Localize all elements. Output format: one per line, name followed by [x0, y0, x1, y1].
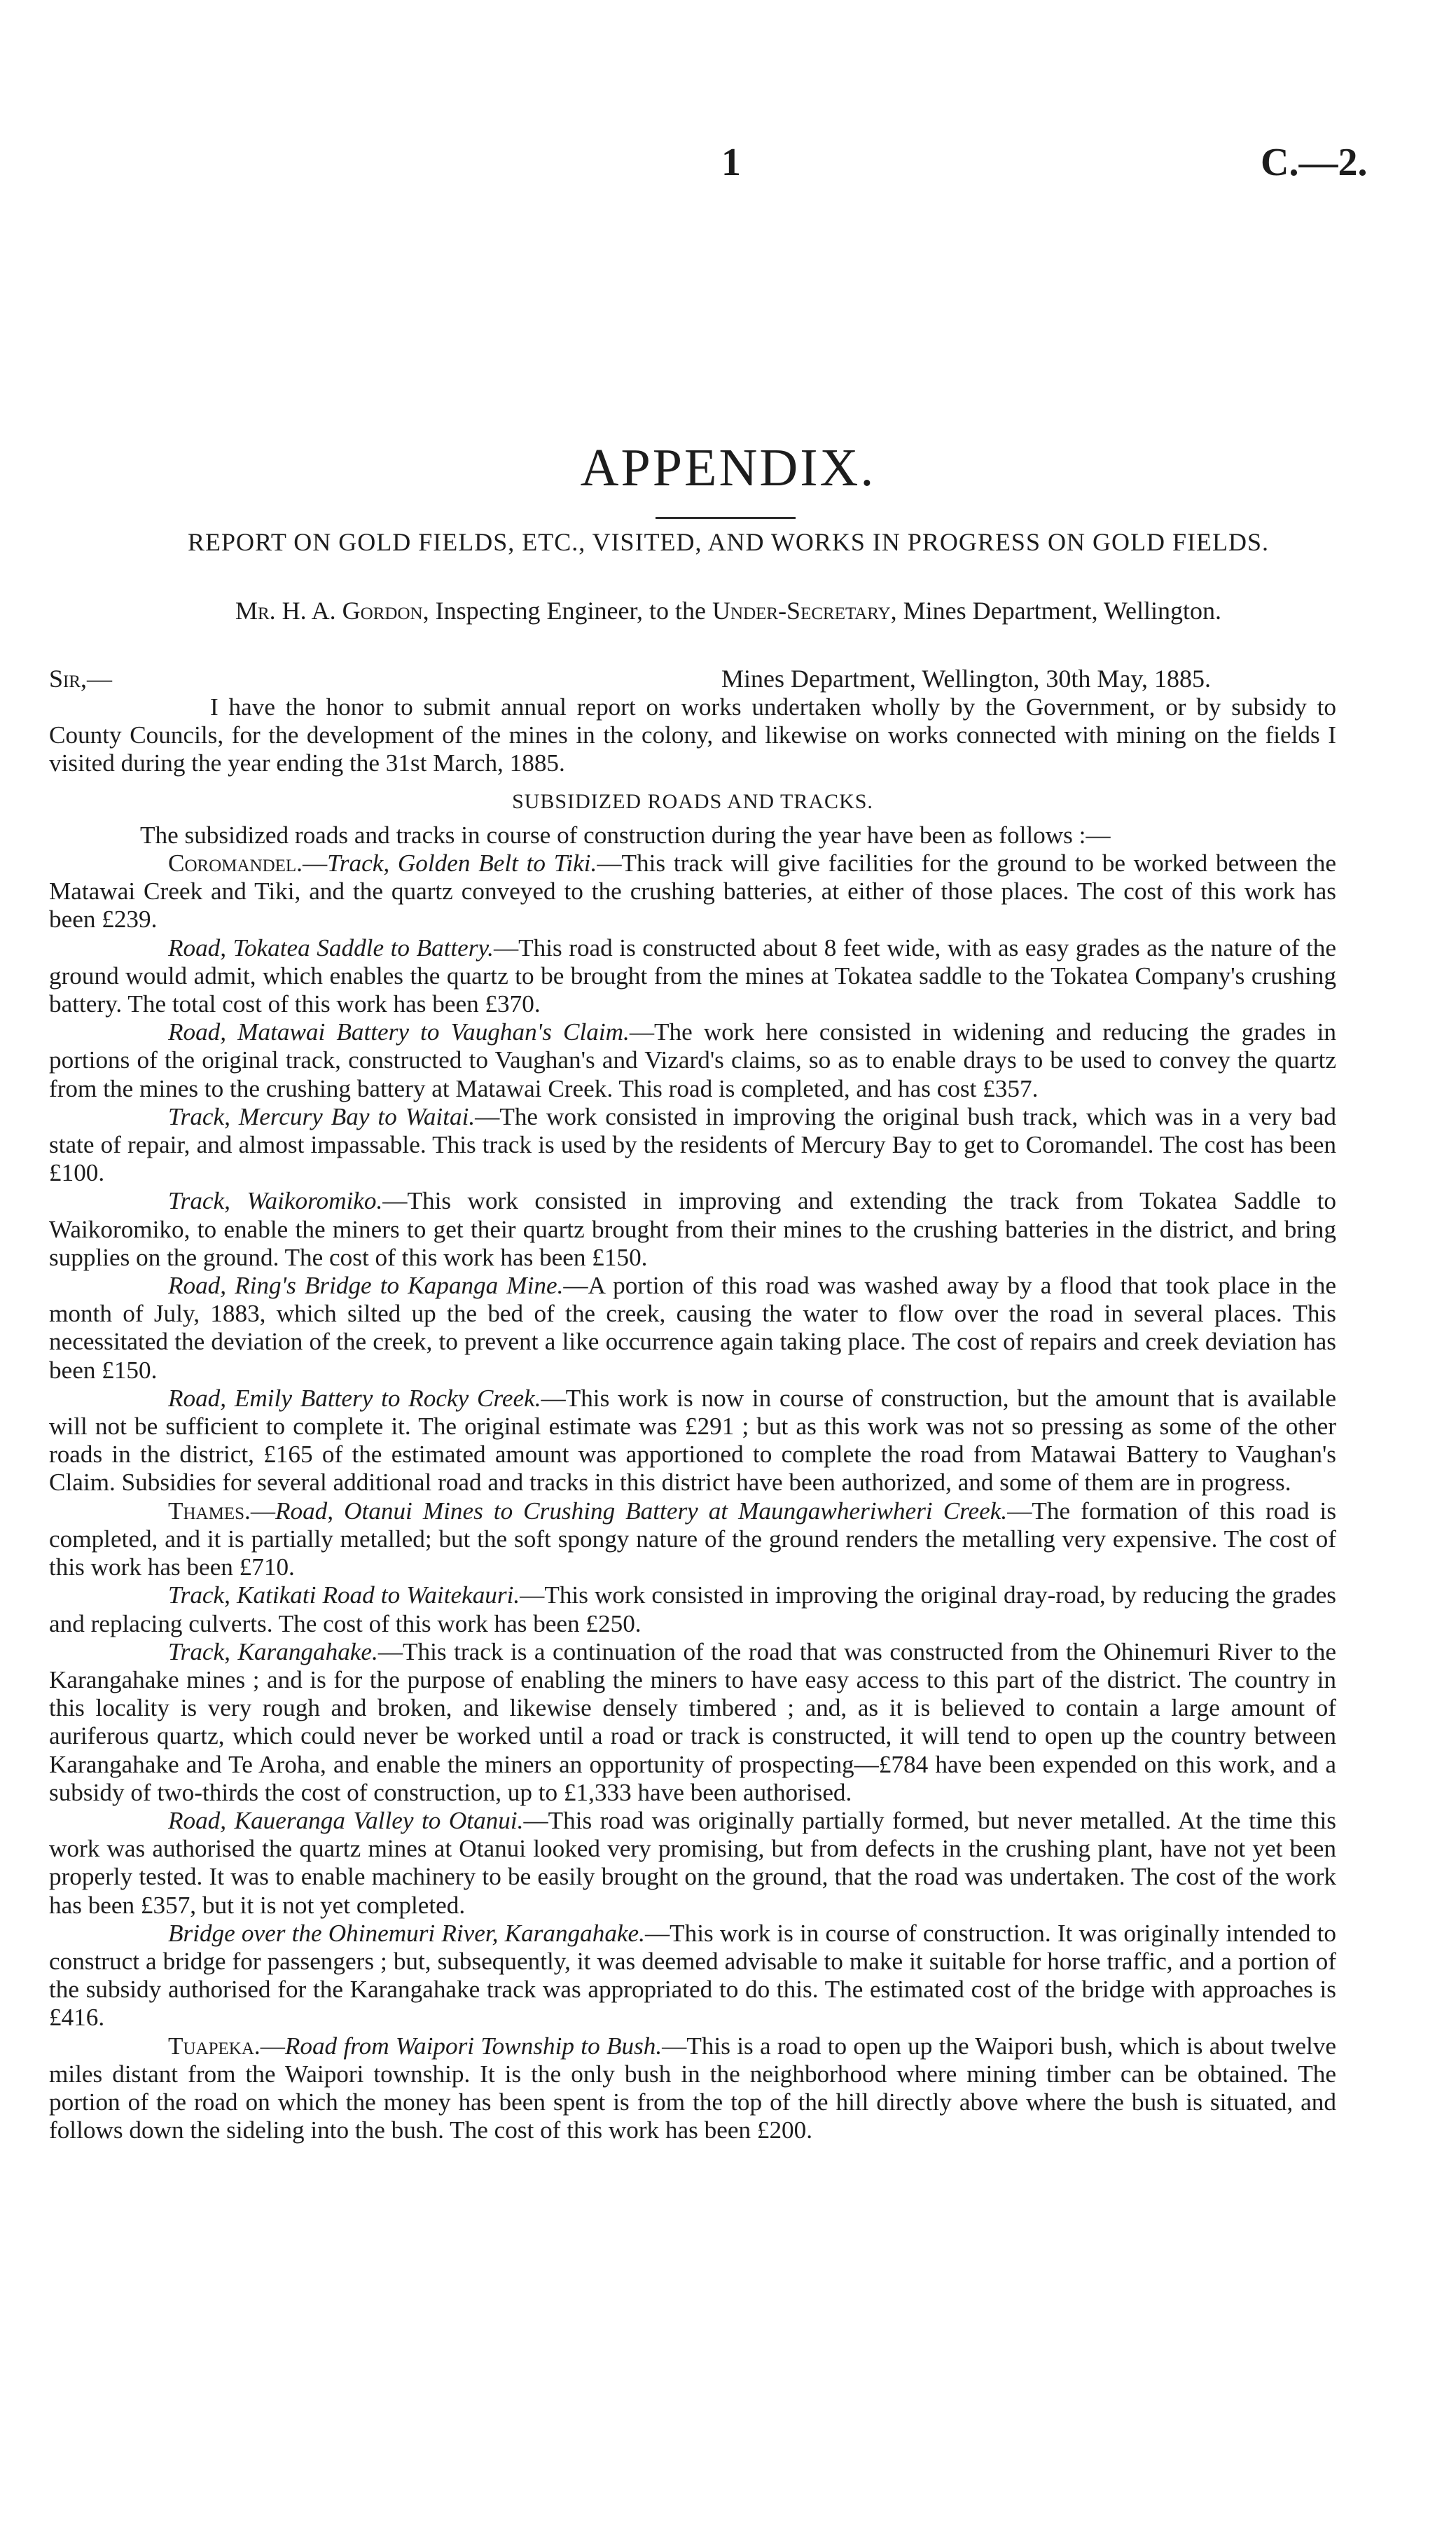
item-text: —This work is now in course of construction, but the amount that is available will not be sufficient to complete it. The original estimate was £291 ; but as this work was not so pressing as some of the other roads in the district, £165 of the estimated amount was apportioned to complete the road from Matawai Battery to Vaughan's Claim. Subsidies for several additional road and tracks in this district have been authorized, and some of them are in progress.: [49, 1384, 1336, 1497]
district-dash: —: [260, 2032, 285, 2060]
district-dash: —: [302, 850, 328, 878]
item-title: Track, Waikoromiko.: [168, 1187, 383, 1215]
opening-paragraph: I have the honor to submit annual report on works undertaken wholly by the Government, or by subsidy to County Councils, for the development of the mines in the colony, and likewise on works connected with mining on the fields I visited during the year ending the 31st March, 1885.: [49, 693, 1336, 777]
item-title: Road, Tokatea Saddle to Battery.: [168, 934, 494, 962]
item-title: Track, Katikati Road to Waitekauri.: [168, 1581, 520, 1609]
item-text: —This work consisted in improving and extending the track from Tokatea Saddle to Waikoromiko, to enable the miners to get their quartz brought from their mines to the crushing batteries in the district, and bring supplies on the ground. The cost of this work has been £150.: [49, 1187, 1336, 1271]
list-item: [49, 2032, 1336, 2145]
item-title: Road, Kaueranga Valley to Otanui.: [168, 1806, 524, 1834]
item-title: Road, Matawai Battery to Vaughan's Claim.: [168, 1018, 630, 1046]
item-text: —The work consisted in improving the original bush track, which was in a very bad state of repair, and almost impassable. This track is used by the residents of Mercury Bay to get to Coromandel. The cost has been £100.: [49, 1102, 1336, 1187]
list-item: [49, 1018, 1336, 1103]
item-text: —The formation of this road is completed, and it is partially metalled; but the soft spongy nature of the ground renders the metalling very expensive. The cost of this work has been £710.: [49, 1497, 1337, 1581]
page-number: 1: [721, 141, 741, 184]
item-title: Bridge over the Ohinemuri River, Karangahake.: [168, 1919, 645, 1947]
recipient-name: Under-Secretary: [712, 597, 891, 625]
appendix-title: APPENDIX.: [580, 438, 876, 497]
author-name: Mr. H. A. Gordon: [235, 597, 423, 625]
district-name: Tuapeka.: [168, 2032, 261, 2060]
list-item: [49, 934, 1336, 1019]
section-heading: SUBSIDIZED ROADS AND TRACKS.: [512, 789, 873, 813]
body-text: [49, 693, 1336, 2144]
item-text: —This work is in course of construction. It was originally intended to construct a bridge for passengers ; but, subsequently, it was deemed advisable to make it suitable for horse traffic, and a portion of the subsidy authorised for the Karangahake track was appropriated to do this. The estimated cost of the bridge with approaches is £416.: [49, 1919, 1336, 2032]
item-text: —This road is constructed about 8 feet wide, with as easy grades as the nature of the ground would admit, which enables the quartz to be brought from the mines at Tokatea saddle to the Tokatea Company's crushing battery. The total cost of this work has been £370.: [49, 934, 1336, 1018]
item-title: Track, Karangahake.: [168, 1637, 378, 1665]
item-text: —A portion of this road was washed away by a flood that took place in the month of July, 1883, which silted up the bed of the creek, causing the water to flow over the road in several places. This necessitated the deviation of the creek, to prevent a like occurrence again taking place. The cost of repairs and creek deviation has been £150.: [49, 1272, 1336, 1384]
addressee-line: [161, 595, 1296, 626]
item-title: Road, Otanui Mines to Crushing Battery at Maungawheriwheri Creek.: [275, 1497, 1008, 1525]
item-text: —This work consisted in improving the original dray-road, by reducing the grades and replacing culverts. The cost of this work has been £250.: [49, 1581, 1336, 1637]
item-text: —The work here consisted in widening and reducing the grades in portions of the original track, constructed to Vaughan's and Vizard's claims, so as to enable drays to be used to convey the quartz from the mines to the crushing battery at Matawai Creek. This road is completed, and has cost £357.: [49, 1018, 1336, 1102]
salutation: Sir,—: [49, 665, 113, 693]
district-name: Thames.: [168, 1497, 251, 1525]
list-item: [49, 1385, 1336, 1497]
list-item: [49, 1272, 1336, 1385]
item-text: —This track will give facilities for the ground to be worked between the Matawai Creek and Tiki, and the quartz conveyed to the crushing batteries, at either of those places. The cost of this work has been £239.: [49, 850, 1336, 934]
recipient-department: , Mines Department, Wellington.: [890, 597, 1222, 625]
list-item: [49, 1807, 1336, 1920]
author-role: , Inspecting Engineer, to the: [422, 597, 713, 625]
dateline: Mines Department, Wellington, 30th May, 1885.: [721, 665, 1212, 693]
item-title: Road from Waipori Township to Bush.: [284, 2032, 663, 2060]
item-title: Track, Mercury Bay to Waitai.: [168, 1102, 476, 1130]
item-title: Road, Ring's Bridge to Kapanga Mine.: [168, 1272, 564, 1300]
document-reference: C.—2.: [1261, 141, 1368, 184]
item-title: Road, Emily Battery to Rocky Creek.: [168, 1384, 541, 1412]
item-text: —This is a road to open up the Waipori bush, which is about twelve miles distant from the Waipori township. It is the only bush in the neighborhood where mining timber can be obtained. The portion of the road on which the money has been spent is from the top of the hill directly above where the bush is situated, and follows down the sideling into the bush. The cost of this work has been £200.: [49, 2032, 1337, 2144]
list-item: [49, 1497, 1336, 1582]
district-name: Coromandel.: [168, 850, 303, 878]
list-item: [49, 1581, 1336, 1637]
district-dash: —: [250, 1497, 275, 1525]
report-title: REPORT ON GOLD FIELDS, ETC., VISITED, AND WORKS IN PROGRESS ON GOLD FIELDS.: [188, 528, 1269, 556]
item-text: —This track is a continuation of the road that was constructed from the Ohinemuri River to the Karangahake mines ; and is for the purpose of enabling the miners to have easy access to this part of the district. The country in this locality is very rough and broken, and likewise densely timbered ; and, as it is believed to contain a large amount of auriferous quartz, which could never be worked until a road or track is constructed, it will tend to open up the country between Karangahake and Te Aroha, and enable the miners an opportunity of prospecting—£784 have been expended on this work, and a subsidy of two-thirds the cost of construction, up to £1,333 have been authorised.: [49, 1637, 1336, 1806]
list-item: [49, 1638, 1336, 1807]
list-item: [49, 1920, 1336, 2032]
list-item: [49, 1103, 1336, 1188]
list-item: [49, 850, 1336, 934]
list-item: [49, 1187, 1336, 1272]
item-title: Track, Golden Belt to Tiki.: [327, 850, 597, 878]
title-rule: [656, 517, 796, 519]
item-text: —This road was originally partially formed, but never metalled. At the time this work was authorised the quartz mines at Otanui looked very promising, but from defects in the crushing plant, have not yet been properly tested. It was to enable machinery to be easily brought on the ground, that the road was undertaken. The cost of the work has been £357, but it is not yet completed.: [49, 1806, 1336, 1919]
section-intro: The subsidized roads and tracks in course of construction during the year have been as follows :—: [140, 821, 1111, 849]
